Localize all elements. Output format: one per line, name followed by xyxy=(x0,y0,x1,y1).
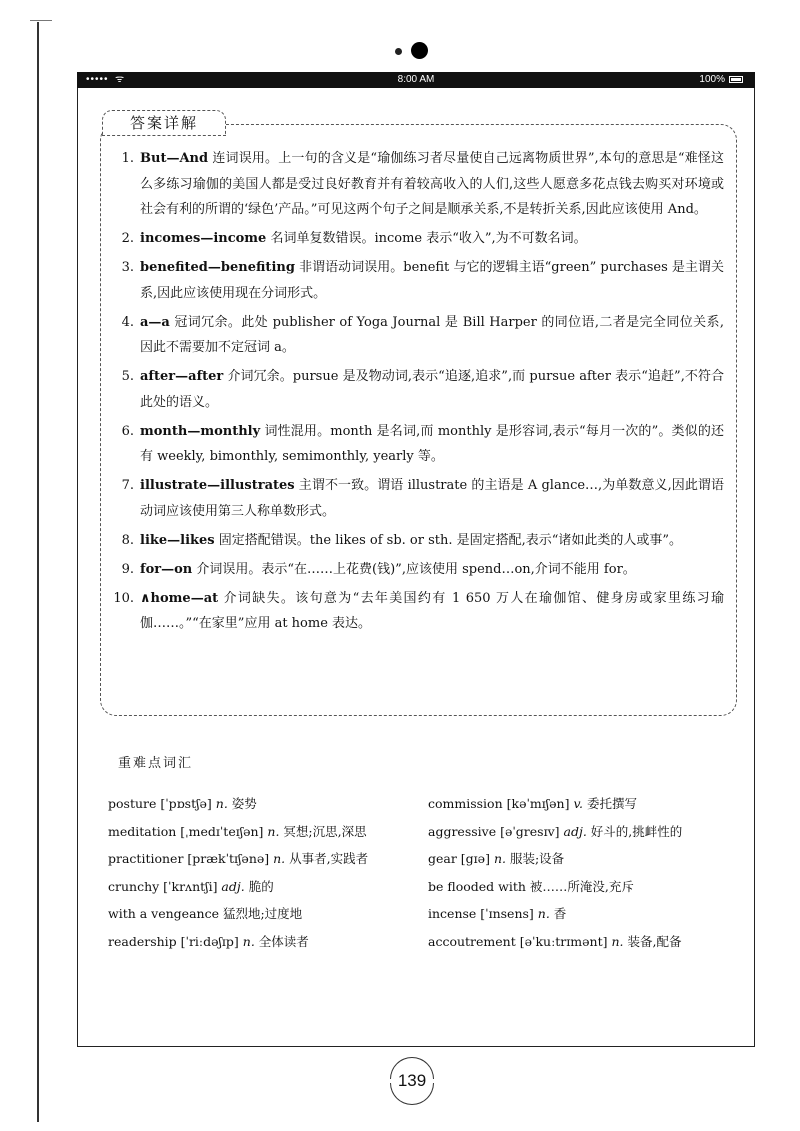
answer-explanation: 非谓语动词误用。benefit 与它的逻辑主语“green” purchases 是主谓关系,因此应该使用现在分词形式。 xyxy=(140,260,724,301)
battery-percent: 100% xyxy=(699,74,725,85)
answer-explanation: 冠词冗余。此处 publisher of Yoga Journal 是 Bill Harper 的同位语,二者是完全同位关系,因此不需要加不定冠词 a。 xyxy=(140,314,724,355)
vocab-pos: v. xyxy=(573,796,584,811)
answer-correction: benefited—benefiting xyxy=(140,260,295,275)
answer-number: 8. xyxy=(121,532,134,548)
vocab-word: posture xyxy=(108,796,157,811)
vocab-word: meditation xyxy=(108,823,177,839)
vocab-pos: n. xyxy=(242,933,255,949)
answer-item-3 xyxy=(112,255,724,306)
answer-explanation: 词性混用。month 是名词,而 monthly 是形容词,表示“每月一次的”。类似的还有 weekly, bimonthly, semimonthly, yearly 等。 xyxy=(140,423,724,464)
vocab-entry xyxy=(428,900,748,928)
answers-tab xyxy=(102,110,226,136)
vocab-ipa: [gɪə] xyxy=(456,851,494,866)
vocab-entry xyxy=(108,900,428,928)
vocab-list-right xyxy=(428,790,748,955)
vocab-pos: n. xyxy=(273,851,286,866)
vocab-meaning: 全体读者 xyxy=(254,933,309,949)
answer-explanation: 名词单复数错误。income 表示“收入”,为不可数名词。 xyxy=(266,231,587,246)
answer-number: 6. xyxy=(121,423,134,439)
answer-item-10 xyxy=(112,586,724,637)
vocab-entry xyxy=(428,845,748,873)
vocab-entry xyxy=(108,928,428,956)
camera-lens xyxy=(411,42,428,59)
answer-item-5 xyxy=(112,364,724,415)
answer-item-6 xyxy=(112,419,724,470)
vocab-word: practitioner xyxy=(108,851,184,866)
vocab-word: readership xyxy=(108,933,177,949)
answer-correction: for—on xyxy=(140,561,193,577)
vocab-word: gear xyxy=(428,851,457,866)
vocab-meaning: 冥想;沉思,深思 xyxy=(279,823,367,839)
answer-item-8 xyxy=(112,528,724,554)
vocab-meaning: 委托撰写 xyxy=(583,796,637,811)
vocab-meaning: 猛烈地;过度地 xyxy=(222,906,303,921)
answer-item-4 xyxy=(112,310,724,361)
answer-correction: ∧home—at xyxy=(140,590,219,606)
answer-number: 7. xyxy=(121,478,134,493)
answer-correction: month—monthly xyxy=(140,423,261,439)
vocab-pos: n. xyxy=(215,796,228,811)
answer-item-1 xyxy=(112,146,724,223)
answer-number: 5. xyxy=(121,369,134,384)
page-number: 139 xyxy=(397,1071,427,1090)
vocab-meaning: 好斗的,挑衅性的 xyxy=(586,823,683,839)
answers-list xyxy=(112,146,724,640)
answer-explanation: 主谓不一致。谓语 illustrate 的主语是 A glance…,为单数意义,因此谓语动词应该使用第三人称单数形式。 xyxy=(140,478,724,519)
vocab-entry xyxy=(108,790,428,818)
vocab-meaning: 被……所淹没,充斥 xyxy=(529,878,634,894)
vocab-ipa: [ˈriːdəʃɪp] xyxy=(176,933,243,949)
vocab-word: with a vengeance xyxy=(108,906,219,921)
answer-correction: a—a xyxy=(140,314,170,330)
margin-tick xyxy=(30,20,52,21)
vocab-word: accoutrement xyxy=(428,933,516,949)
signal-icon: ••••• xyxy=(86,74,109,85)
vocab-ipa: [kəˈmɪʃən] xyxy=(502,796,574,811)
answer-item-2 xyxy=(112,226,724,252)
page-number-badge xyxy=(386,1057,438,1107)
wifi-icon: ᯤ xyxy=(115,74,125,85)
vocab-meaning: 装备,配备 xyxy=(623,933,682,949)
answer-explanation: 连词误用。上一句的含义是“瑜伽练习者尽量使自己远离物质世界”,本句的意思是“难怪这么多练习瑜伽的美国人都是受过良好教育并有着较高收入的人们,这些人愿意多花点钱去购买对环境或社会有利的所谓的‘绿色’产品。”可见这两个句子之间是顺承关系,不是转折关系,因此应该使用 And。 xyxy=(140,151,724,217)
vocab-entry xyxy=(108,818,428,846)
vocab-pos: n. xyxy=(537,906,550,921)
vocab-word: commission xyxy=(428,796,503,811)
status-bar xyxy=(77,72,755,88)
answer-number: 4. xyxy=(121,314,134,330)
vocab-pos: adj. xyxy=(221,878,245,894)
vocab-ipa: [ˈɪnsens] xyxy=(476,906,538,921)
vocab-ipa: [əˈgresɪv] xyxy=(496,823,564,839)
answer-number: 2. xyxy=(121,231,134,246)
vocab-entry xyxy=(428,873,748,901)
answer-correction: incomes—income xyxy=(140,231,267,246)
vocab-list-left xyxy=(108,790,428,955)
vocab-word: be flooded with xyxy=(428,878,526,894)
answer-number: 1. xyxy=(121,151,134,166)
answer-correction: illustrate—illustrates xyxy=(140,478,295,493)
battery-icon xyxy=(729,76,743,83)
answer-number: 10. xyxy=(113,590,134,606)
answer-explanation: 介词缺失。该句意为“去年美国约有 1 650 万人在瑜伽馆、健身房或家里练习瑜伽……。”“在家里”应用 at home 表达。 xyxy=(140,590,724,631)
vocab-meaning: 姿势 xyxy=(227,796,257,811)
answer-correction: after—after xyxy=(140,369,224,384)
answers-title: 答案详解 xyxy=(129,114,198,132)
vocab-entry xyxy=(428,818,748,846)
answer-explanation: 介词误用。表示“在……上花费(钱)”,应该使用 spend…on,介词不能用 for。 xyxy=(192,561,636,577)
vocab-ipa: [ˈkrʌntʃi] xyxy=(159,878,222,894)
vocab-ipa: [ˈpɒstʃə] xyxy=(156,796,216,811)
vocab-meaning: 服装;设备 xyxy=(505,851,565,866)
vocab-meaning: 从事者,实践者 xyxy=(285,851,369,866)
vocab-entry xyxy=(108,873,428,901)
answer-number: 9. xyxy=(121,561,134,577)
vocab-ipa: [əˈkuːtrɪmənt] xyxy=(515,933,612,949)
vocab-pos: n. xyxy=(493,851,506,866)
answer-explanation: 介词冗余。pursue 是及物动词,表示“追逐,追求”,而 pursue after 表示“追赶”,不符合此处的语义。 xyxy=(140,369,724,410)
vocab-pos: n. xyxy=(267,823,280,839)
vocab-meaning: 脆的 xyxy=(244,878,274,894)
sensor-dot xyxy=(395,48,402,55)
vocab-ipa: [prækˈtɪʃənə] xyxy=(183,851,274,866)
vocab-entry xyxy=(428,928,748,956)
vocab-word: aggressive xyxy=(428,823,497,839)
camera-icon xyxy=(395,42,435,60)
vocab-word: incense xyxy=(428,906,477,921)
vocab-word: crunchy xyxy=(108,878,160,894)
vocab-title: 重难点词汇 xyxy=(118,756,194,771)
answer-number: 3. xyxy=(121,260,134,275)
vocab-ipa: [ˌmedɪˈteɪʃən] xyxy=(176,823,268,839)
answer-explanation: 固定搭配错误。the likes of sb. or sth. 是固定搭配,表示“诸如此类的人或事”。 xyxy=(214,532,683,548)
answer-item-7 xyxy=(112,473,724,524)
binding-rule xyxy=(37,22,39,1122)
vocab-meaning: 香 xyxy=(549,906,567,921)
answer-item-9 xyxy=(112,557,724,583)
vocab-entry xyxy=(428,790,748,818)
status-time: 8:00 AM xyxy=(397,74,435,85)
answer-correction: But—And xyxy=(140,151,209,166)
answer-correction: like—likes xyxy=(140,532,215,548)
vocab-pos: adj. xyxy=(563,823,587,839)
vocab-entry xyxy=(108,845,428,873)
vocab-pos: n. xyxy=(611,933,624,949)
